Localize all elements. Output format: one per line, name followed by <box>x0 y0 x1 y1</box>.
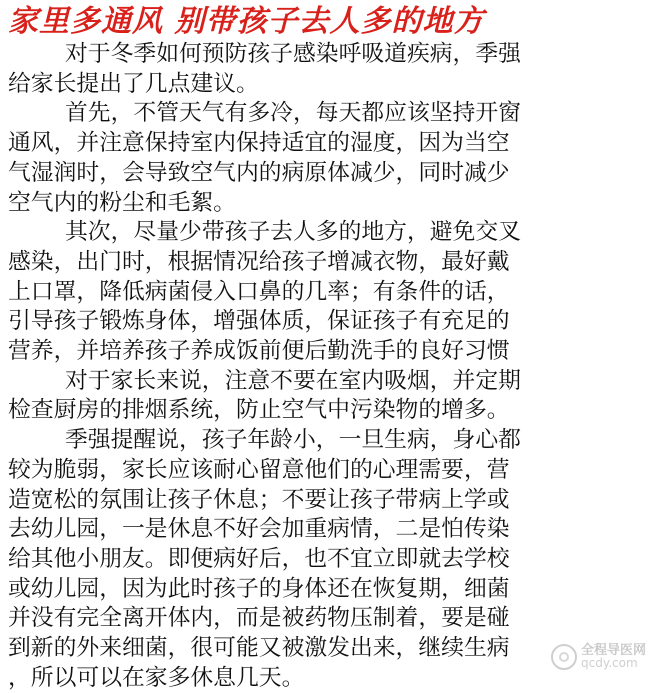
site-watermark <box>551 644 646 670</box>
text-line: 给家长提出了几点建议。 <box>8 70 259 97</box>
text-line: 引导孩子锻炼身体，增强体质，保证孩子有充足的 <box>8 308 510 335</box>
watermark-url: qcdy.com <box>580 656 638 670</box>
text-line: 季强提醒说，孩子年龄小，一旦生病，身心都 <box>65 427 521 454</box>
text-line: 营养，并培养孩子养成饭前便后勤洗手的良好习惯 <box>8 338 510 365</box>
text-line: 对于冬季如何预防孩子感染呼吸道疾病，季强 <box>65 41 521 67</box>
text-line: 感染，出门时，根据情况给孩子增减衣物，最好戴 <box>8 248 510 275</box>
article-body <box>8 40 648 693</box>
text-line: 给其他小朋友。即便病好后，也不宜立即就去学校 <box>8 545 510 572</box>
text-line: 气湿润时，会导致空气内的病原体减少，同时减少 <box>8 159 510 186</box>
text-line: 其次，尽量少带孩子去人多的地方，避免交叉 <box>65 219 521 246</box>
text-line: 通风，并注意保持室内保持适宜的湿度，因为当空 <box>8 130 510 157</box>
text-line: 上口罩，降低病菌侵入口鼻的几率；有条件的话， <box>8 278 510 305</box>
text-line: 到新的外来细菌，很可能又被激发出来，继续生病 <box>8 635 510 662</box>
text-line: 首先，不管天气有多冷，每天都应该坚持开窗 <box>65 100 521 127</box>
text-line: 去幼儿园，一是休息不好会加重病情，二是怕传染 <box>8 516 510 543</box>
watermark-logo-icon <box>551 644 577 670</box>
article-title: 家里多通风 别带孩子去人多的地方 <box>8 4 485 39</box>
text-line: 或幼儿园，因为此时孩子的身体还在恢复期，细菌 <box>8 575 510 602</box>
text-line: ，所以可以在家多休息几天。 <box>8 664 305 691</box>
text-line: 造宽松的氛围让孩子休息；不要让孩子带病上学或 <box>8 486 510 513</box>
text-line: 检查厨房的排烟系统，防止空气中污染物的增多。 <box>8 397 510 424</box>
text-line: 空气内的粉尘和毛絮。 <box>8 189 236 216</box>
text-line: 对于家长来说，注意不要在室内吸烟，并定期 <box>65 367 521 394</box>
text-line: 较为脆弱，家长应该耐心留意他们的心理需要，营 <box>8 456 510 483</box>
text-line: 并没有完全离开体内，而是被药物压制着，要是碰 <box>8 605 510 632</box>
watermark-site-name: 全程导医网 <box>580 643 646 658</box>
